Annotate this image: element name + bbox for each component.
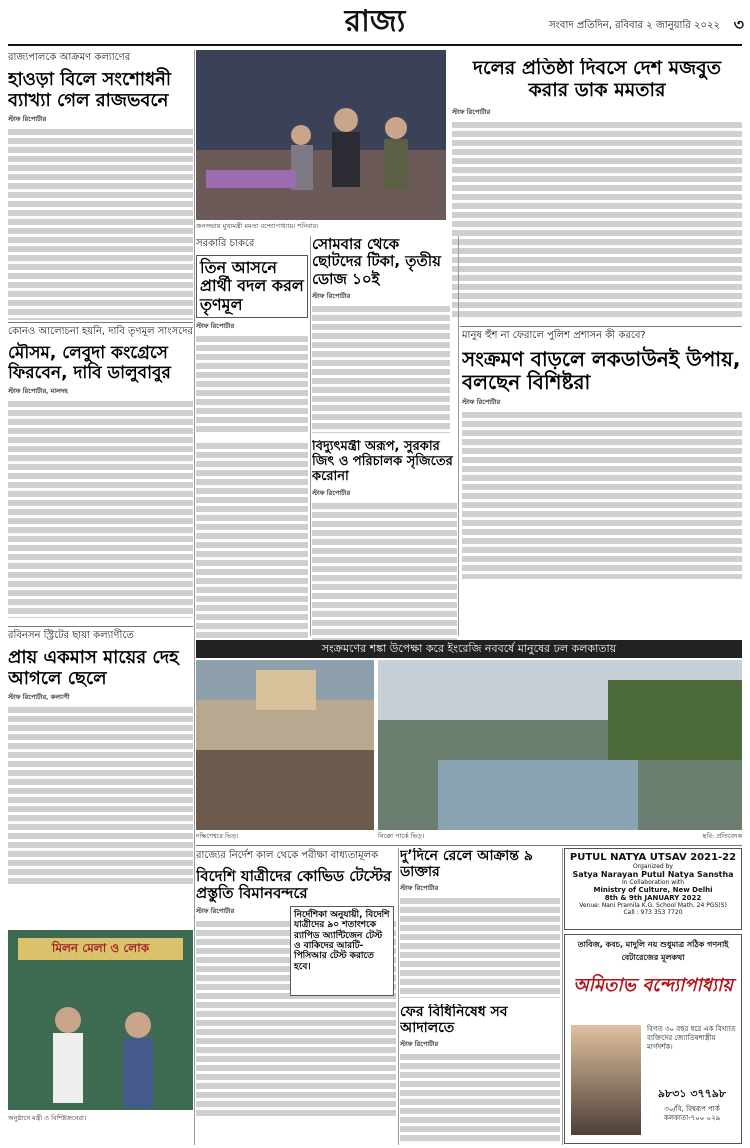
ad-astrologer <box>564 934 742 1144</box>
story-kicker: রাজ্যের নির্দেশ কাল থেকে পরীক্ষা বাধ্যতামূলক <box>196 850 379 861</box>
story-headline[interactable]: বিদ্যুৎমন্ত্রী অরূপ, সুরকার জিৎ ও পরিচালক সৃজিতের করোনা <box>312 440 453 484</box>
story-body-text <box>8 126 193 320</box>
story-byline: স্টাফ রিপোর্টার <box>196 322 235 331</box>
crowd-photo-right-caption: নিক্কো পার্কে ভিড়। <box>378 832 425 840</box>
story-foundation-day <box>452 58 742 326</box>
ad-ministry: Ministry of Culture, New Delhi <box>593 886 713 894</box>
story-howrah-bill <box>8 50 193 320</box>
story-kicker: রবিনসন স্ট্রিটের ছায়া কল্যাণীতে <box>8 630 134 641</box>
edition-date: সংবাদ প্রতিদিন, রবিবার ২ জানুয়ারি ২০২২ <box>549 20 720 31</box>
pullquote-text: নির্দেশিকা অনুযায়ী, বিদেশি যাত্রীদের ৯০ শতাংশকে র‌্যাপিড অ্যান্টিজেন টেস্ট ও বাকিদের আরটি-পিসিআর টেস্ট করাতে হবে। <box>294 910 390 972</box>
story-court-restrictions <box>400 1004 560 1144</box>
story-headline[interactable]: প্রায় একমাস মায়ের দেহ আগলে ছেলে <box>8 647 179 689</box>
story-headline[interactable]: দলের প্রতিষ্ঠা দিবসে দেশ মজবুত করার ডাক মমতার <box>473 58 721 101</box>
crowd-photo-left-caption: দক্ষিণেশ্বরে ভিড়। <box>196 832 239 840</box>
story-body-text <box>400 895 560 998</box>
column-divider <box>562 848 563 1145</box>
story-body-text <box>196 333 308 433</box>
story-headline[interactable]: সোমবার থেকে ছোটদের টিকা, তৃতীয় ডোজ ১০ই <box>312 236 441 288</box>
ad-contact: Call : 973 353 7720 <box>623 909 683 916</box>
rally-photo-caption: জনসভায় মুখ্যমন্ত্রী মমতা বন্দ্যোপাধ্যায়। শনিবার। <box>196 222 319 230</box>
column-divider <box>310 236 311 636</box>
photo-credit: ছবি: প্রতিবেদক <box>702 832 742 840</box>
story-byline: স্টাফ রিপোর্টার <box>452 107 491 116</box>
column-divider <box>458 236 459 636</box>
story-kicker: রাজ্যপালকে আক্রমণ কল্যাণের <box>8 52 131 63</box>
story-kicker: কোনও আলোচনা হয়নি, দাবি তৃণমূল সাংসদের <box>8 326 193 337</box>
ad-astro-address: ৩০/বি, বিশ্বরূপ পার্ক কলকাতা-৭০০ ০২৯ <box>663 1105 721 1122</box>
story-body-text <box>452 119 742 319</box>
section-title: রাজ্য <box>344 4 406 39</box>
story-byline: স্টাফ রিপোর্টার <box>8 115 47 124</box>
ad-astro-tagline: তাবিজ, কবচ, মাদুলি নয় শুধুমাত্র সঠিক গণনাই বেটারেজের মূলকথা <box>577 940 729 962</box>
event-photo-caption: অনুষ্ঠানে মন্ত্রী ও বিশিষ্টজনেরা। <box>8 1114 87 1122</box>
story-mother-body <box>8 628 193 928</box>
story-byline: স্টাফ রিপোর্টার <box>312 488 351 497</box>
story-body-text <box>400 1051 560 1144</box>
story-body-text <box>8 704 193 884</box>
event-banner-text: মিলন মেলা ও লোক <box>51 941 150 955</box>
rally-photo-image <box>196 50 446 220</box>
story-headline[interactable]: বিদেশি যাত্রীদের কোভিড টেস্টের প্রস্তুতি বিমানবন্দরে <box>196 867 392 903</box>
story-headline[interactable]: হাওড়া বিলে সংশোধনী ব্যাখ্যা গেল রাজভবনে <box>8 69 172 111</box>
story-byline: স্টাফ রিপোর্টার, মালদহ <box>8 387 68 396</box>
row-divider <box>8 322 193 323</box>
story-headline[interactable]: ফের বিধিনিষেধ সব আদালতে <box>400 1004 508 1037</box>
story-byline: স্টাফ রিপোর্টার, কল্যাণী <box>8 693 70 702</box>
row-divider <box>196 845 742 846</box>
ad-astro-phone: ৯৮৩১ ৩৭৭৯৮ <box>657 1087 727 1100</box>
story-headline[interactable]: তিন আসনে প্রার্থী বদল করল তৃণমূল <box>196 255 308 318</box>
story-vaccination <box>312 236 450 436</box>
ad-dates: 8th & 9th JANUARY 2022 <box>604 894 702 902</box>
astrologer-portrait <box>571 1025 641 1135</box>
story-byline: স্টাফ রিপোর্টার <box>400 1040 439 1049</box>
story-body-text <box>312 303 450 433</box>
ad-astro-desc: বিগত ৩০ বছর ধরে এক বিখ্যাত ব্যক্তিদের জ্যোতিষশাস্ত্রীয় মার্গদর্শক। <box>647 1025 736 1051</box>
story-kicker: মানুষ হুঁশ না ফেরালে পুলিশ প্রশাসন কী করবে? <box>462 330 646 341</box>
story-byline: স্টাফ রিপোর্টার <box>312 291 351 300</box>
story-headline[interactable]: সংক্রমণ বাড়লে লকডাউনই উপায়, বলছেন বিশিষ্টরা <box>462 347 741 394</box>
ad-collab: In Collaboration with <box>621 879 685 886</box>
ad-organizer: Satya Narayan Putul Natya Sanstha <box>572 870 734 879</box>
story-lockdown <box>462 328 742 600</box>
ad-organizer-label: Organized by <box>633 863 673 870</box>
masthead-rule <box>8 44 742 46</box>
row-divider <box>460 326 742 327</box>
story-rail-doctors <box>400 848 560 998</box>
pullquote-box <box>290 906 394 996</box>
story-mausam <box>8 324 193 624</box>
ad-astro-name: অমিতাভ বন্দ্যোপাধ্যায় <box>573 975 733 996</box>
story-headline[interactable]: মৌসম, লেবুদা কংগ্রেসে ফিরবেন, দাবি ডালুবাবুর <box>8 343 171 383</box>
story-kicker: সরকারি চাকরে <box>196 238 255 249</box>
story-byline: স্টাফ রিপোর্টার <box>462 398 501 406</box>
crowd-image-right <box>378 660 742 830</box>
rally-photo <box>196 50 446 220</box>
ad-venue: Venue: Nani Pramila K.G. School Math, 24 PGS(S) <box>579 902 727 909</box>
story-byline: স্টাফ রিপোর্টার <box>196 906 235 915</box>
page-number: ৩ <box>733 15 744 34</box>
story-headline[interactable]: দু’দিনে রেলে আক্রান্ত ৯ ডাক্তার <box>400 848 533 881</box>
story-candidate-change <box>196 236 308 436</box>
story-body-text <box>462 409 742 579</box>
row-divider <box>8 626 193 627</box>
story-byline: স্টাফ রিপোর্টার <box>400 884 439 893</box>
story-body-text <box>312 500 457 640</box>
ad-putul-natya <box>564 848 742 930</box>
crowd-photo-left <box>196 660 374 830</box>
story-covid-celebs <box>312 440 457 640</box>
column-divider <box>398 848 399 1145</box>
crowd-photo-right <box>378 660 742 830</box>
story-continuation <box>196 440 308 640</box>
ad-title: PUTUL NATYA UTSAV 2021-22 <box>569 852 737 863</box>
column-divider <box>194 50 195 1145</box>
photo-strip-label: সংক্রমণের শঙ্কা উপেক্ষা করে ইংরেজি নববর্ষে মানুষের ঢল কলকাতায় <box>196 640 742 658</box>
story-body-text <box>8 398 193 618</box>
crowd-image-left <box>196 660 374 830</box>
